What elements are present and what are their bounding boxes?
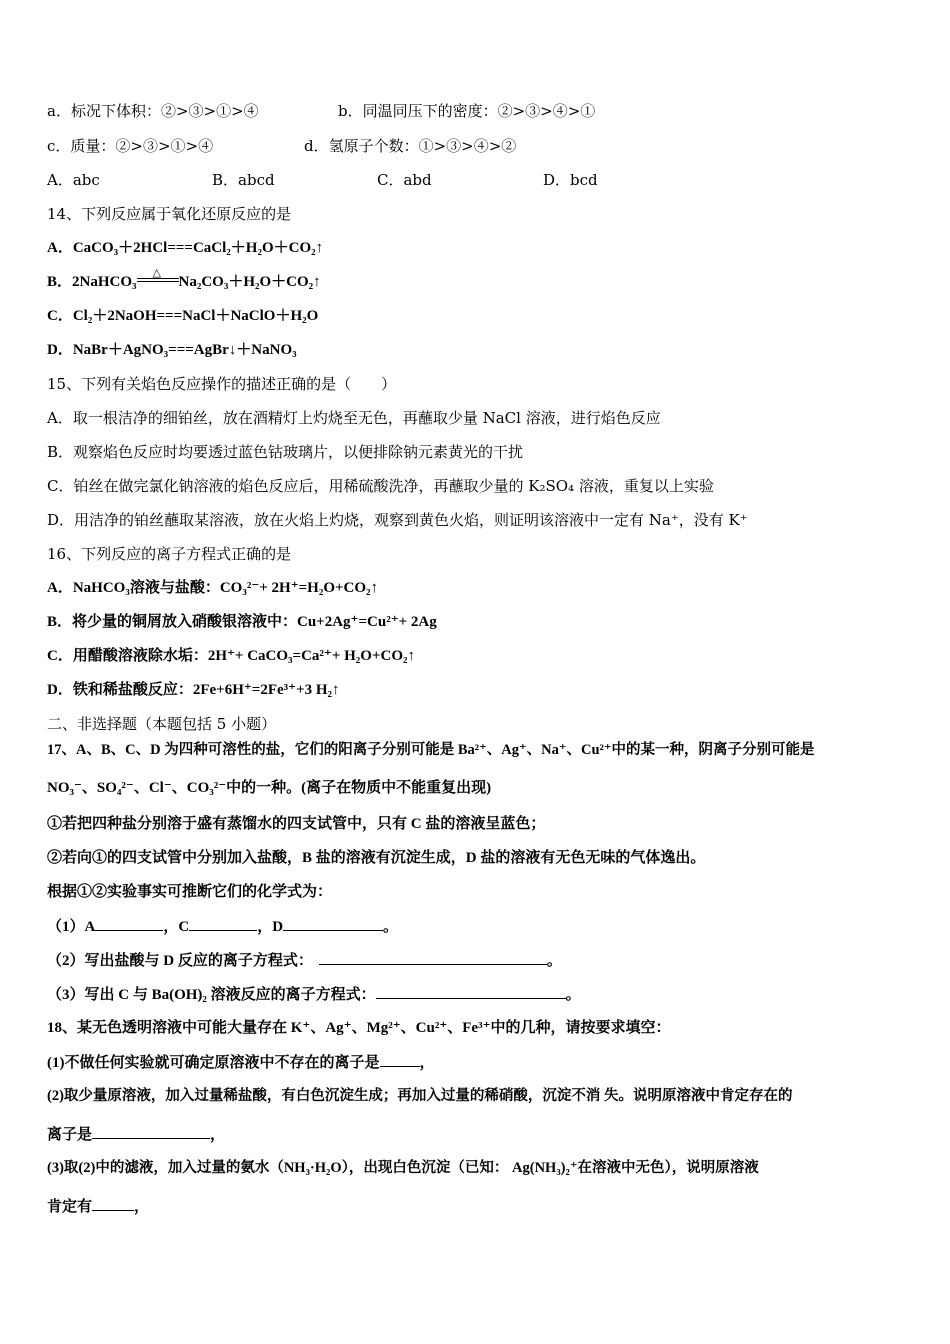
q15-option-a: A．取一根洁净的细铂丝，放在酒精灯上灼烧至无色，再蘸取少量 NaCl 溶液，进行焰色反应	[47, 409, 661, 427]
q16-option-a: A．NaHCO₃溶液与盐酸：CO₃²⁻+ 2H⁺=H₂O+CO₂↑	[47, 580, 379, 596]
equals-bar	[137, 281, 179, 282]
q17-part-2-end: 。	[546, 953, 562, 969]
q17-fact-1: ①若把四种盐分别溶于盛有蒸馏水的四支试管中，只有 C 盐的溶液呈蓝色；	[47, 816, 546, 832]
answer-blank-d[interactable]	[283, 916, 383, 931]
q13-option-d: d．氢原子个数：①>③>④>②	[304, 137, 517, 155]
q17-stem-line1: 17、A、B、C、D 为四种可溶性的盐，它们的阳离子分别可能是 Ba²⁺、Ag⁺、Na⁺、Cu²⁺中的某一种，阴离子分别可能是	[47, 742, 815, 758]
answer-blank-absent-ions[interactable]	[380, 1052, 420, 1067]
q18-part-3-line2	[47, 1196, 149, 1217]
q17-part-2	[47, 950, 562, 971]
q16-option-b: B．将少量的铜屑放入硝酸银溶液中：Cu+2Ag⁺=Cu²⁺+ 2Ag	[47, 614, 437, 630]
q15-option-c: C．铂丝在做完氯化钠溶液的焰色反应后，用稀硫酸洗净，再蘸取少量的 K₂SO₄ 溶液，重复以上实验	[47, 477, 714, 495]
answer-blank-certain-ion[interactable]	[92, 1196, 134, 1211]
heat-condition: △	[152, 267, 161, 279]
q18-part-3-text: 肯定有	[47, 1199, 93, 1215]
q17-part-1-end: 。	[383, 919, 399, 935]
q18-part-1	[47, 1052, 435, 1073]
section-title: 二、非选择题（本题包括 5 小题）	[47, 715, 277, 733]
q13-choice-b: B．abcd	[212, 171, 275, 189]
q17-part-3	[47, 984, 581, 1005]
q18-part-3-end: ，	[134, 1199, 150, 1215]
q13-option-a: a．标况下体积：②>③>①>④	[47, 102, 259, 120]
q16-option-d: D．铁和稀盐酸反应：2Fe+6H⁺=2Fe³⁺+3 H₂↑	[47, 682, 340, 698]
q13-choice-a: A．abc	[47, 171, 100, 189]
q15-option-d: D．用洁净的铂丝蘸取某溶液，放在火焰上灼烧，观察到黄色火焰，则证明该溶液中一定有 Na⁺，没有 K⁺	[47, 511, 748, 529]
q13-option-b: b．同温同压下的密度：②>③>④>①	[338, 102, 596, 120]
q18-part-1-text: (1)不做任何实验就可确定原溶液中不存在的离子是	[47, 1055, 380, 1071]
q15-option-b: B．观察焰色反应时均要透过蓝色钴玻璃片，以便排除钠元素黄光的干扰	[47, 443, 524, 461]
q14-option-b	[47, 267, 321, 292]
answer-blank-a[interactable]	[95, 916, 163, 931]
answer-blank-c[interactable]	[189, 916, 257, 931]
q14-option-b-products: Na₂CO₃＋H₂O＋CO₂↑	[178, 274, 321, 290]
q18-part-2-text: 离子是	[47, 1127, 93, 1143]
q18-part-2-line2	[47, 1124, 225, 1145]
q14-option-a: A．CaCO₃＋2HCl===CaCl₂＋H₂O＋CO₂↑	[47, 240, 324, 256]
q17-fact-2: ②若向①的四支试管中分别加入盐酸，B 盐的溶液有沉淀生成，D 盐的溶液有无色无味的气体逸出。	[47, 850, 706, 866]
q14-option-b-arrow	[137, 267, 179, 286]
q14-option-b-reactants: B．2NaHCO₃	[47, 274, 137, 290]
q17-inference: 根据①②实验事实可推断它们的化学式为：	[47, 884, 333, 900]
q16-option-c: C．用醋酸溶液除水垢：2H⁺+ CaCO₃=Ca²⁺+ H₂O+CO₂↑	[47, 648, 416, 664]
q17-part-3-text: （3）写出 C 与 Ba(OH)₂ 溶液反应的离子方程式：	[47, 987, 376, 1003]
q17-part-2-text: （2）写出盐酸与 D 反应的离子方程式：	[47, 953, 313, 969]
q14-option-c: C．Cl₂＋2NaOH===NaCl＋NaClO＋H₂O	[47, 308, 319, 324]
q14-option-d: D．NaBr＋AgNO₃===AgBr↓＋NaNO₃	[47, 342, 297, 358]
q17-part-3-end: 。	[565, 987, 581, 1003]
q18-part-3-line1: (3)取(2)中的滤液，加入过量的氨水（NH₃·H₂O），出现白色沉淀（已知： Ag(NH₃)₂⁺在溶液中无色），说明原溶液	[47, 1160, 759, 1176]
q13-choice-c: C．abd	[377, 171, 432, 189]
q17-part-1-a-label: （1）A	[47, 919, 96, 935]
answer-blank-present-ion[interactable]	[92, 1124, 210, 1139]
q13-choice-d: D．bcd	[543, 171, 598, 189]
answer-blank-equation-c[interactable]	[376, 984, 566, 999]
q13-option-c: c．质量：②>③>①>④	[47, 137, 214, 155]
equals-bar	[137, 278, 179, 279]
q15-stem: 15、下列有关焰色反应操作的描述正确的是（ ）	[47, 375, 397, 393]
q17-part-1-d-label: ，D	[257, 919, 284, 935]
q16-stem: 16、下列反应的离子方程式正确的是	[47, 545, 292, 563]
q18-stem: 18、某无色透明溶液中可能大量存在 K⁺、Ag⁺、Mg²⁺、Cu²⁺、Fe³⁺中的几种，请按要求填空：	[47, 1020, 671, 1036]
q14-stem: 14、下列反应属于氧化还原反应的是	[47, 205, 292, 223]
q18-part-1-end: ，	[419, 1055, 435, 1071]
q18-part-2-end: ，	[210, 1127, 226, 1143]
answer-blank-equation-d[interactable]	[319, 950, 547, 965]
q17-stem-line2: NO₃⁻、SO₄²⁻、Cl⁻、CO₃²⁻中的一种。(离子在物质中不能重复出现)	[47, 780, 492, 796]
q17-part-1-c-label: ，C	[163, 919, 190, 935]
q17-part-1	[47, 916, 398, 937]
q18-part-2-line1: (2)取少量原溶液，加入过量稀盐酸，有白色沉淀生成；再加入过量的稀硝酸，沉淀不消 失。说明原溶液中肯定存在的	[47, 1088, 793, 1104]
